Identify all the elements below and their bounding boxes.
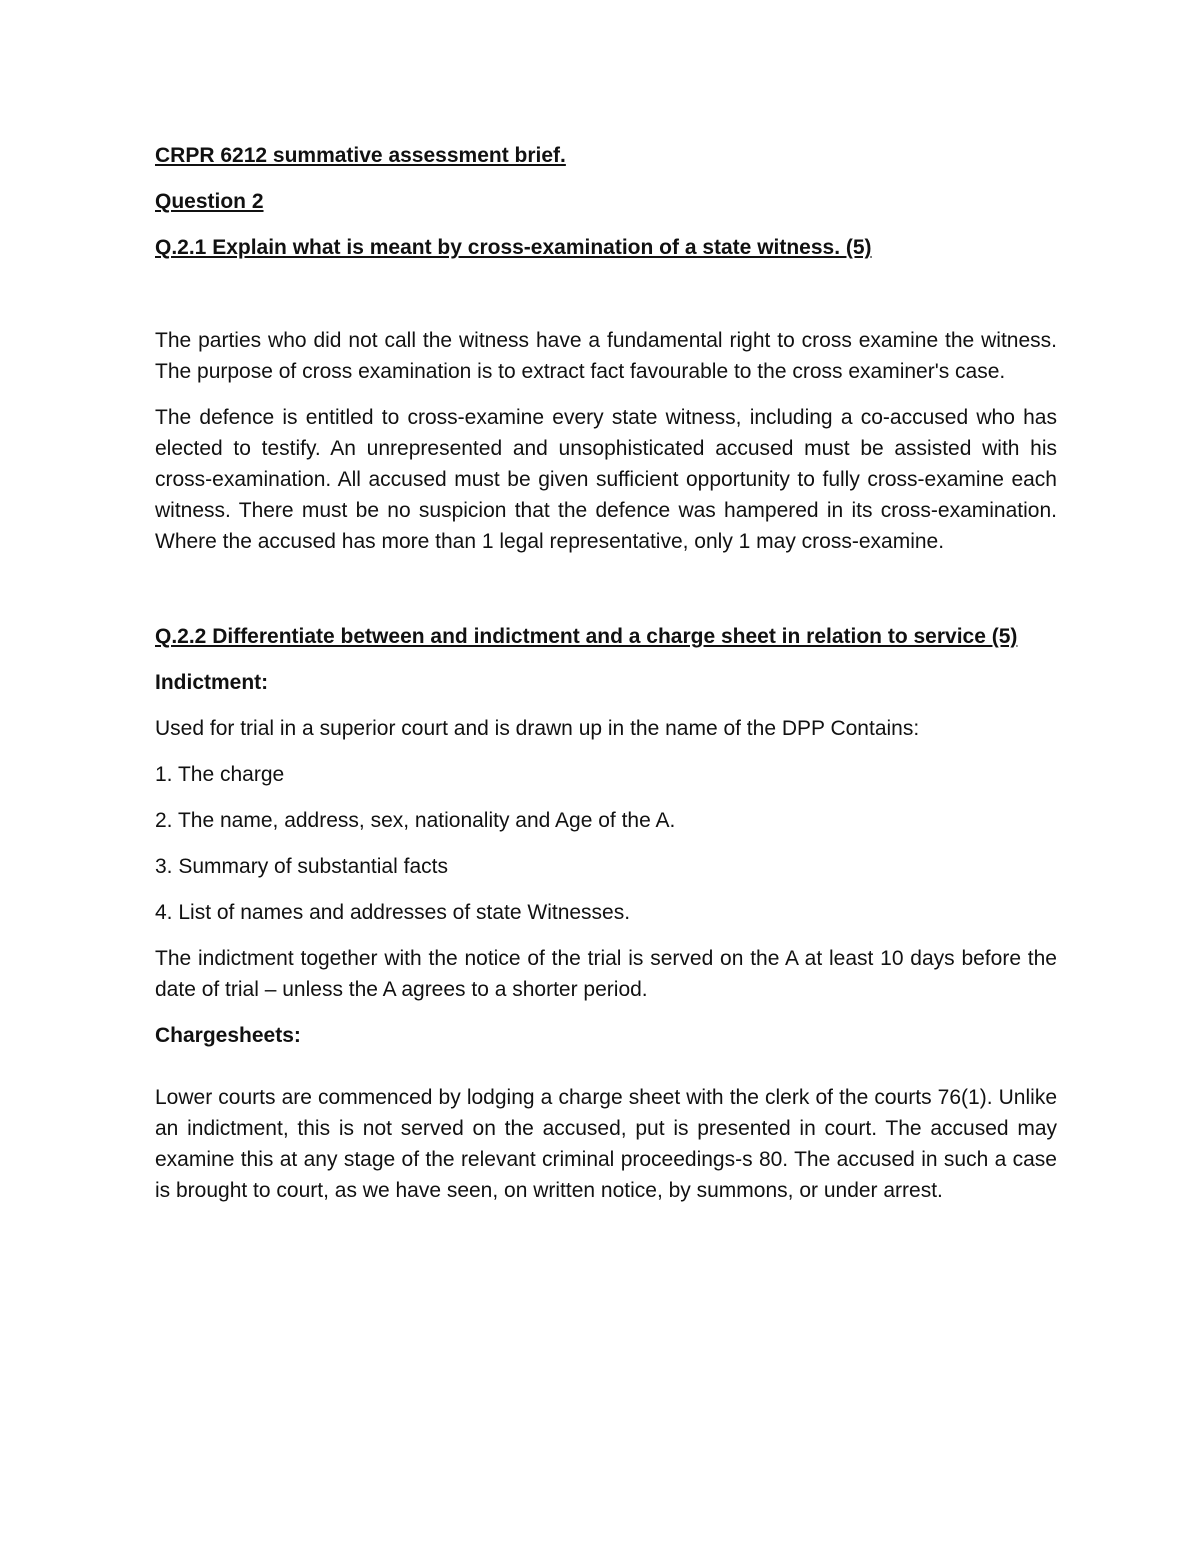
q21-paragraph-1: The parties who did not call the witness have a fundamental right to cross examine the witness. The purpose of cross examination is to extract fact favourable to the cross examiner's case. <box>155 329 1057 383</box>
question-heading: Question 2 <box>155 190 264 213</box>
chargesheets-text: Lower courts are commenced by lodging a charge sheet with the clerk of the courts 76(1). Unlike an indictment, this is not served on the accused, put is presented in court. The accused may examine this at any stage of the relevant criminal proceedings-s 80. The accused in such a case is brought to court, as we have seen, on written notice, by summons, or under arrest. <box>155 1086 1057 1202</box>
indictment-intro: Used for trial in a superior court and is drawn up in the name of the DPP Contains: <box>155 717 920 740</box>
q21-paragraph-2: The defence is entitled to cross-examine every state witness, including a co-accused who has elected to testify. An unrepresented and unsophisticated accused must be assisted with his cross-examination. All accused must be given sufficient opportunity to fully cross-examine each witness. There must be no suspicion that the defence was hampered in its cross-examination. Where the accused has more than 1 legal representative, only 1 may cross-examine. <box>155 406 1057 553</box>
indictment-item-2: 2. The name, address, sex, nationality and Age of the A. <box>155 809 676 832</box>
q22-heading: Q.2.2 Differentiate between and indictment and a charge sheet in relation to service (5) <box>155 625 1018 648</box>
indictment-label: Indictment: <box>155 671 269 694</box>
document-page <box>155 140 1057 1206</box>
indictment-closing: The indictment together with the notice of the trial is served on the A at least 10 days before the date of trial – unless the A agrees to a shorter period. <box>155 947 1057 1001</box>
document-title: CRPR 6212 summative assessment brief. <box>155 144 566 167</box>
indictment-item-3: 3. Summary of substantial facts <box>155 855 448 878</box>
q21-heading: Q.2.1 Explain what is meant by cross-examination of a state witness. (5) <box>155 236 872 259</box>
indictment-item-1: 1. The charge <box>155 763 285 786</box>
chargesheets-label: Chargesheets: <box>155 1024 301 1047</box>
indictment-item-4: 4. List of names and addresses of state Witnesses. <box>155 901 631 924</box>
